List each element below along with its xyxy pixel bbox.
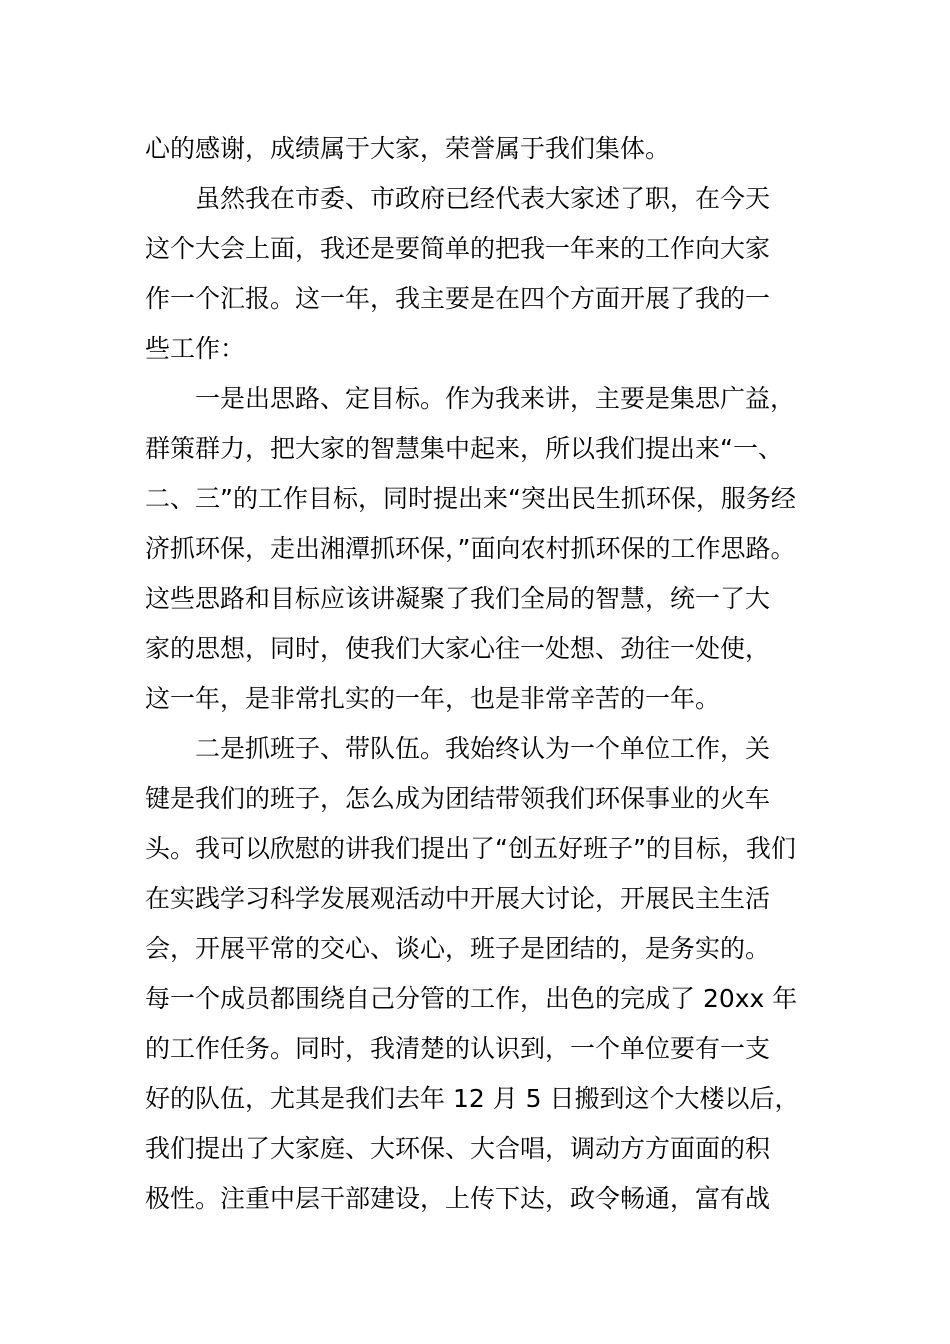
text-line: 心的感谢，成绩属于大家，荣誉属于我们集体。 — [145, 134, 671, 163]
text-line: 极性。注重中层干部建设，上传下达，政令畅通，富有战 — [145, 1184, 771, 1213]
text-line: 作一个汇报。这一年，我主要是在四个方面开展了我的一 — [145, 284, 771, 313]
paragraph-start-line: 虽然我在市委、市政府已经代表大家述了职，在今天 — [195, 184, 771, 213]
text-line: 的工作任务。同时，我清楚的认识到，一个单位要有一支 — [145, 1034, 771, 1063]
text-line: 这个大会上面，我还是要简单的把我一年来的工作向大家 — [145, 234, 771, 263]
text-line: 好的队伍，尤其是我们去年 12 月 5 日搬到这个大楼以后， — [145, 1084, 800, 1113]
text-line: 家的思想，同时，使我们大家心往一处想、劲往一处使， — [145, 634, 771, 663]
text-line: 我们提出了大家庭、大环保、大合唱，调动方方面面的积 — [145, 1134, 771, 1163]
paragraph-start-line: 一是出思路、定目标。作为我来讲，主要是集思广益， — [195, 384, 796, 413]
text-line: 键是我们的班子，怎么成为团结带领我们环保事业的火车 — [145, 784, 771, 813]
text-line: 每一个成员都围绕自己分管的工作，出色的完成了 20xx 年 — [145, 984, 798, 1013]
text-line: 这一年，是非常扎实的一年，也是非常辛苦的一年。 — [145, 684, 721, 713]
text-line: 在实践学习科学发展观活动中开展大讨论，开展民主生活 — [145, 884, 771, 913]
document-body — [145, 124, 845, 1224]
paragraph-start-line: 二是抓班子、带队伍。我始终认为一个单位工作，关 — [195, 734, 771, 763]
text-line: 会，开展平常的交心、谈心，班子是团结的，是务实的。 — [145, 934, 771, 963]
text-line: 群策群力，把大家的智慧集中起来，所以我们提出来“一、 — [145, 434, 783, 463]
text-line: 这些思路和目标应该讲凝聚了我们全局的智慧，统一了大 — [145, 584, 771, 613]
text-line: 济抓环保，走出湘潭抓环保，”面向农村抓环保的工作思路。 — [145, 534, 796, 563]
text-line: 头。我可以欣慰的讲我们提出了“创五好班子”的目标，我们 — [145, 834, 796, 863]
text-line: 二、三”的工作目标，同时提出来“突出民生抓环保，服务经 — [145, 484, 796, 513]
text-line: 些工作： — [145, 334, 246, 363]
